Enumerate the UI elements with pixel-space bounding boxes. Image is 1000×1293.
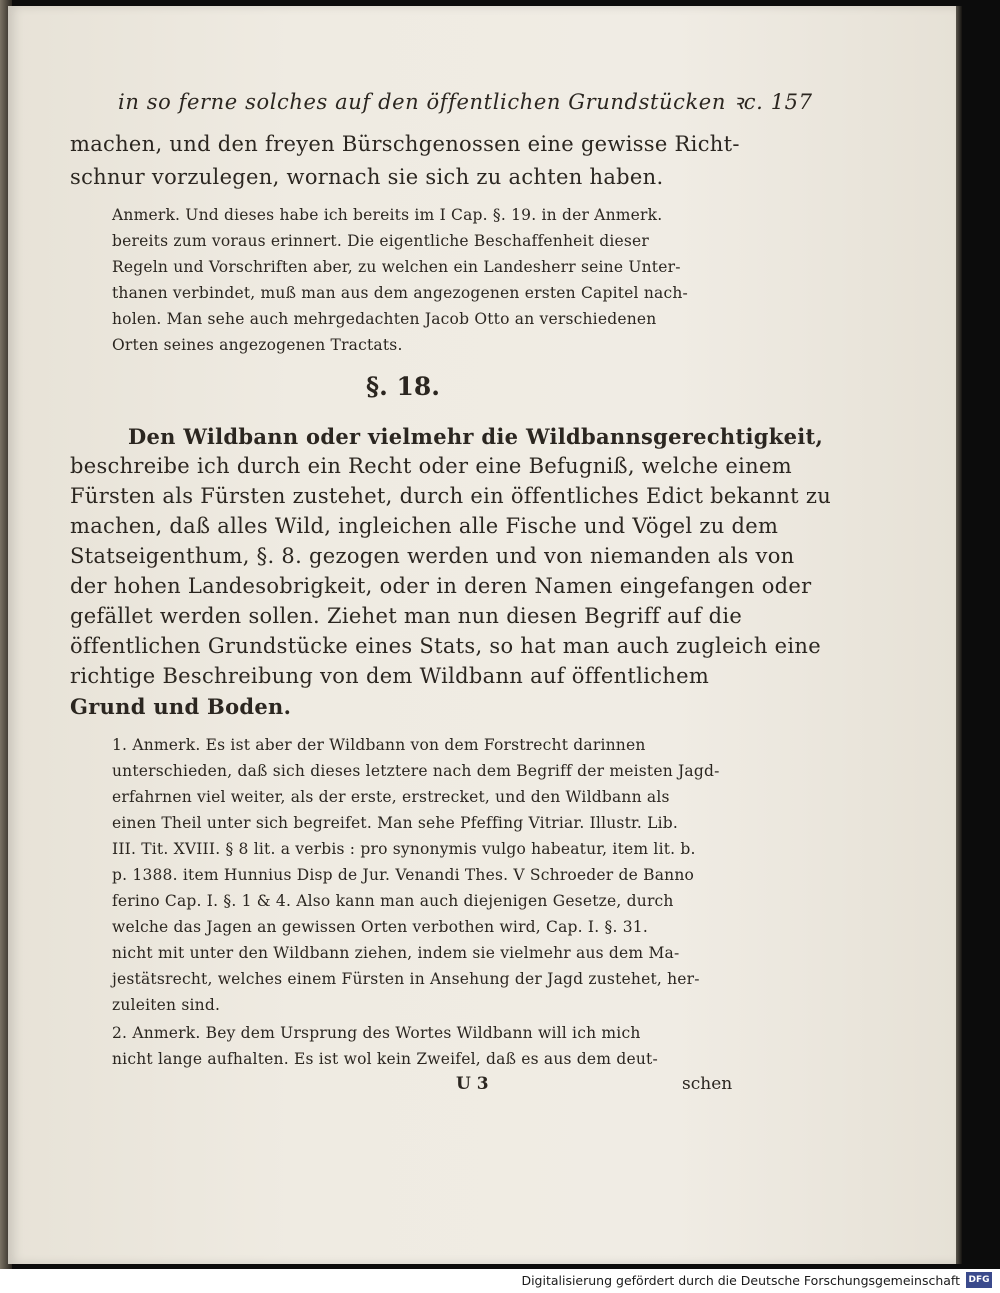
note-line: Anmerk. Und dieses habe ich bereits im I Cap. §. 19. in der Anmerk.	[112, 206, 663, 224]
main-line: machen, daß alles Wild, ingleichen alle Fische und Vögel zu dem	[70, 514, 779, 538]
section-heading: §. 18.	[366, 372, 440, 401]
main-line: gefället werden sollen. Ziehet man nun diesen Begriff auf die	[70, 604, 743, 628]
note-line: Regeln und Vorschriften aber, zu welchen ein Landesherr seine Unter-	[112, 258, 681, 276]
main-line: der hohen Landesobrigkeit, oder in deren Namen eingefangen oder	[70, 574, 812, 598]
note-line: welche das Jagen an gewissen Orten verbothen wird, Cap. I. §. 31.	[112, 918, 648, 936]
main-line: Den Wildbann oder vielmehr die Wildbannsgerechtigkeit,	[128, 424, 824, 449]
note-line: thanen verbindet, muß man aus dem angezogenen ersten Capitel nach-	[112, 284, 688, 302]
running-head: in so ferne solches auf den öffentlichen Grundstücken ꝛc. 157	[118, 90, 813, 114]
note-line: erfahrnen viel weiter, als der erste, erstrecket, und den Wildbann als	[112, 788, 670, 806]
intro-line: schnur vorzulegen, wornach sie sich zu achten haben.	[70, 165, 664, 189]
intro-line: machen, und den freyen Bürschgenossen eine gewisse Richt-	[70, 132, 740, 156]
page-right-shadow	[956, 6, 962, 1264]
catchword: schen	[682, 1074, 733, 1094]
note-line: 2. Anmerk. Bey dem Ursprung des Wortes Wildbann will ich mich	[112, 1024, 641, 1042]
note-line: unterschieden, daß sich dieses letztere nach dem Begriff der meisten Jagd-	[112, 762, 720, 780]
note-line: Orten seines angezogenen Tractats.	[112, 336, 403, 354]
main-line: öffentlichen Grundstücke eines Stats, so hat man auch zugleich eine	[70, 634, 821, 658]
main-line: richtige Beschreibung von dem Wildbann auf öffentlichem	[70, 664, 710, 688]
note-line: nicht lange aufhalten. Es ist wol kein Zweifel, daß es aus dem deut-	[112, 1050, 658, 1068]
main-line: Statseigenthum, §. 8. gezogen werden und von niemanden als von	[70, 544, 795, 568]
note-line: nicht mit unter den Wildbann ziehen, indem sie vielmehr aus dem Ma-	[112, 944, 680, 962]
note-line: p. 1388. item Hunnius Disp de Jur. Venandi Thes. V Schroeder de Banno	[112, 866, 695, 884]
note-line: III. Tit. XVIII. § 8 lit. a verbis : pro synonymis vulgo habeatur, item lit. b.	[112, 840, 696, 858]
note-line: 1. Anmerk. Es ist aber der Wildbann von dem Forstrecht darinnen	[112, 736, 646, 754]
note-line: jestätsrecht, welches einem Fürsten in Ansehung der Jagd zustehet, her-	[112, 970, 700, 988]
main-line: Grund und Boden.	[70, 694, 292, 719]
note-line: zuleiten sind.	[112, 996, 221, 1014]
funding-credit: Digitalisierung gefördert durch die Deutsche Forschungsgemeinschaft	[521, 1273, 960, 1288]
main-line: Fürsten als Fürsten zustehet, durch ein öffentliches Edict bekannt zu	[70, 484, 832, 508]
note-line: bereits zum voraus erinnert. Die eigentliche Beschaffenheit dieser	[112, 232, 649, 250]
note-line: einen Theil unter sich begreifet. Man sehe Pfeffing Vitriar. Illustr. Lib.	[112, 814, 679, 832]
note-line: holen. Man sehe auch mehrgedachten Jacob Otto an verschiedenen	[112, 310, 657, 328]
note-line: ferino Cap. I. §. 1 & 4. Also kann man auch diejenigen Gesetze, durch	[112, 892, 674, 910]
signature-mark: U 3	[456, 1074, 489, 1094]
main-line: beschreibe ich durch ein Recht oder eine Befugniß, welche einem	[70, 454, 792, 478]
dfg-logo-icon: DFG	[966, 1272, 992, 1288]
